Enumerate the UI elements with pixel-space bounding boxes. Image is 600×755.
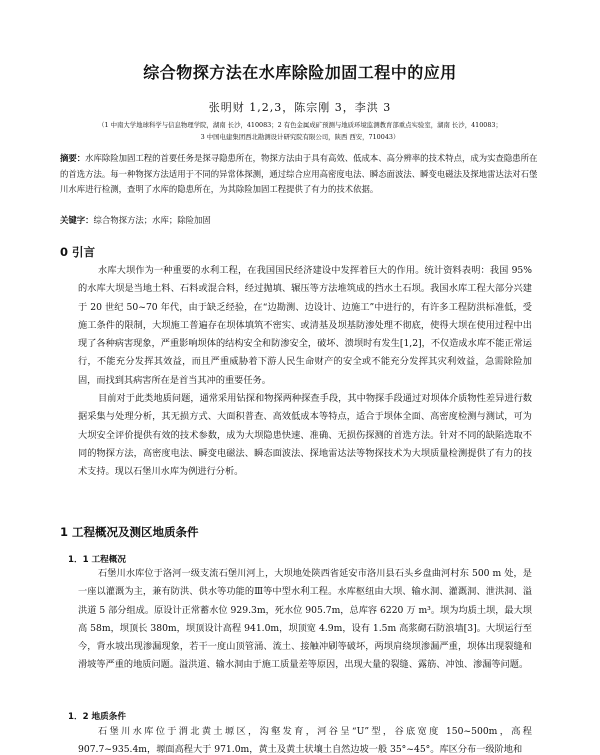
- paragraph: 目前对于此类地质问题，通常采用钻探和物探两种探查手段，其中物探手段通过对坝体介质物性差异进行数据采集与处理分析，其无损方式、大面积普查、高效低成本等特点，适合于坝体全面、高密度检测与测试，可为大坝安全评价提供有效的技术参数，成为大坝隐患快速、准确、无损伤探测的首选方法。针对不同的缺陷选取不同的物探方法，高密度电法、瞬变电磁法、瞬态面波法、探地雷达法等物探技术为大坝质量检测提供了有力的技术支持。现以石堡川水库为例进行分析。: [78, 393, 532, 478]
- section-heading-introduction: 0 引言: [60, 245, 96, 259]
- paragraph: 石堡川水库位于渭北黄土塬区，沟壑发育，河谷呈“U”型，谷底宽度 150~500m，高程 907.7~935.4m，塬面高程大于 971.0m，黄土及黄土状壤土自然边坡一般 35°~45°。库区分布一级阶地和: [78, 726, 532, 755]
- paragraph: 石堡川水库位于洛河一级支流石堡川河上，大坝地处陕西省延安市洛川县石头乡盘曲河村东 500 m 处，是一座以灌溉为主，兼有防洪、供水等功能的Ⅲ等中型水利工程。水库枢纽由大坝、输水洞、灌溉洞、泄洪洞、溢洪道 5 部分组成。原设计正常蓄水位 929.3m，死水位 905.7m，总库容 6220 万 m³。坝为均质土坝，最大坝高 58m，坝顶长 380m，坝顶设计高程 941.0m，坝顶宽 4.9m，设有 1.5m 高浆砌石防浪墙[3]。大坝运行至今，背水坡出现渗漏现象，若干一度山顶管涌、流土、接触冲刷等破坏，两坝肩绕坝渗漏严重，坝体出现裂缝和滑坡等严重的地质问题。溢洪道、输水洞由于施工质量差等原因，出现大量的裂缝、露筋、冲蚀、渗漏等问题。: [78, 568, 532, 671]
- project-overview-body: [78, 565, 532, 675]
- affiliation-line-2: 3 中国电建集团西北勘测设计研究院有限公司，陕西 西安，710043）: [200, 133, 400, 141]
- keywords-text: 综合物探方法；水库；除险加固: [93, 215, 211, 225]
- subsection-heading-project: 1．1 工程概况: [68, 555, 126, 565]
- affiliation-line-1: （1 中南大学地球科学与信息物理学院，湖南 长沙，410083；2 有色金属成矿预测与地质环境监测教育部重点实验室，湖南 长沙，410083；: [98, 121, 502, 129]
- keywords: [60, 214, 540, 226]
- subsection-heading-geology: 1．2 地质条件: [68, 712, 126, 722]
- introduction-body: [78, 262, 532, 482]
- keywords-label: 关键字：: [60, 215, 94, 225]
- abstract: [60, 151, 540, 198]
- section-heading-overview: 1 工程概况及测区地质条件: [60, 525, 199, 539]
- geology-body: [78, 723, 532, 755]
- paper-title: 综合物探方法在水库除险加固工程中的应用: [143, 63, 457, 82]
- paragraph: 水库大坝作为一种重要的水利工程，在我国国民经济建设中发挥着巨大的作用。统计资料表明：我国 95%的水库大坝是当地土料、石料或混合料，经过抛填、辗压等方法堆筑成的挡水土石坝。我国水库工程大部分兴建于 20 世纪 50~70 年代，由于缺乏经验，在“边勘测、边设计、边施工”中进行的，有许多工程防洪标准低，受施工条件的限制，大坝施工普遍存在坝体填筑不密实、或清基及坝基防渗处理不彻底，使得大坝在使用过程中出现了各种病害现象，严重影响坝体的结构安全和防渗安全，破坏、溃坝时有发生[1,2]，不仅造成水库不能正常运行，不能充分发挥其效益，而且严重威胁着下游人民生命财产的安全或不能充分发挥其灾利效益，急需除险加固，而找到其病害所在是首当其冲的重要任务。: [78, 265, 532, 386]
- abstract-text: 水库除险加固工程的首要任务是探寻隐患所在，物探方法由于具有高效、低成本、高分辨率的技术特点，成为实查隐患所在的首选方法。每一种物探方法适用于不同的异常体探测，通过综合应用高密度电法、瞬态面波法、瞬变电磁法及探地雷达法对石堡川水库进行检测，查明了水库的隐患所在，为其除险加固工程提供了有力的技术依据。: [60, 153, 538, 195]
- abstract-label: 摘要：: [60, 153, 86, 163]
- author-list: 张明财 1,2,3，陈宗刚 3，李洪 3: [208, 101, 392, 114]
